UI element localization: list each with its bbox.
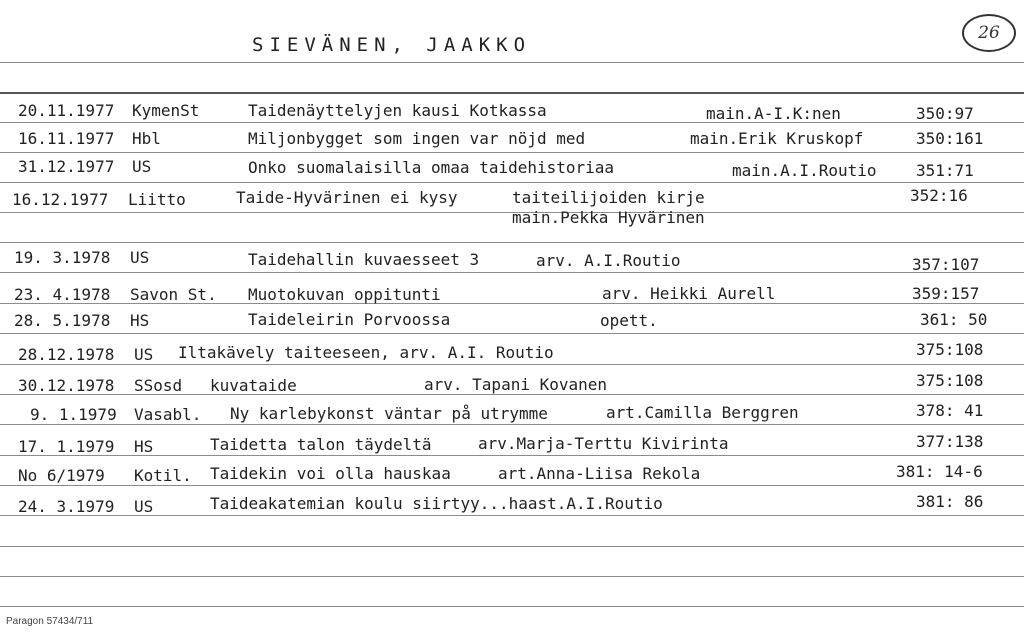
- rule-line: [0, 122, 1024, 123]
- rule-line: [0, 606, 1024, 607]
- rule-line: [0, 242, 1024, 243]
- entry-source: Hbl: [132, 129, 161, 148]
- entry-date: 28. 5.1978: [14, 311, 111, 330]
- rule-line: [0, 546, 1024, 547]
- entry-ref: 375:108: [916, 371, 984, 390]
- entry-date: 20.11.1977: [18, 101, 115, 120]
- entry-ref: 350:161: [916, 129, 984, 148]
- entry-title: Miljonbygget som ingen var nöjd med: [248, 129, 586, 148]
- rule-line: [0, 364, 1024, 365]
- entry-role: main.Erik Kruskopf: [690, 129, 864, 148]
- entry-ref: 361: 50: [920, 310, 988, 329]
- entry-source: Liitto: [128, 190, 186, 209]
- rule-line: [0, 272, 1024, 273]
- rule-line: [0, 333, 1024, 334]
- entry-ref: 352:16: [910, 186, 968, 205]
- rule-line: [0, 152, 1024, 153]
- entry-source: Savon St.: [130, 285, 217, 304]
- entry-title: Iltakävely taiteeseen, arv. A.I. Routio: [178, 343, 554, 362]
- rule-line: [0, 515, 1024, 516]
- entry-title: Taidetta talon täydeltä: [210, 435, 432, 454]
- entry-date: 30.12.1978: [18, 376, 115, 395]
- person-name: SIEVÄNEN, JAAKKO: [252, 34, 532, 56]
- entry-source: HS: [130, 311, 150, 330]
- entry-date: 16.11.1977: [18, 129, 115, 148]
- entry-role: arv.Marja-Terttu Kivirinta: [478, 434, 729, 453]
- entry-date: 23. 4.1978: [14, 285, 111, 304]
- entry-ref: 350:97: [916, 104, 974, 123]
- entry-title: Taidenäyttelyjen kausi Kotkassa: [248, 101, 547, 120]
- rule-line: [0, 62, 1024, 63]
- rule-line: [0, 424, 1024, 425]
- card-number-circle: 26: [962, 14, 1016, 52]
- entry-role: art.Anna-Liisa Rekola: [498, 464, 701, 483]
- entry-source: Vasabl.: [134, 405, 202, 424]
- entry-ref: 378: 41: [916, 401, 984, 420]
- entry-source: HS: [134, 437, 154, 456]
- entry-role: opett.: [600, 311, 658, 330]
- entry-source: KymenSt: [132, 101, 200, 120]
- entry-date: 28.12.1978: [18, 345, 115, 364]
- entry-ref: 359:157: [912, 284, 980, 303]
- entry-ref: 351:71: [916, 161, 974, 180]
- entry-source: Kotil.: [134, 466, 192, 485]
- entry-role: main.A.I.Routio: [732, 161, 877, 180]
- entry-role: arv. Heikki Aurell: [602, 284, 776, 303]
- rule-line: [0, 485, 1024, 486]
- entry-ref: 377:138: [916, 432, 984, 451]
- printer-mark: Paragon 57434/711: [6, 616, 94, 627]
- entry-source: US: [134, 497, 154, 516]
- entry-role: main.A-I.K:nen: [706, 104, 841, 123]
- entry-source: SSosd: [134, 376, 183, 395]
- entry-date: No 6/1979: [18, 466, 105, 485]
- entry-title: Muotokuvan oppitunti: [248, 285, 441, 304]
- entry-date: 16.12.1977: [12, 190, 109, 209]
- entry-title: Taidekin voi olla hauskaa: [210, 464, 451, 483]
- entry-role: taiteilijoiden kirje: [512, 188, 705, 207]
- entry-role: arv. Tapani Kovanen: [424, 375, 608, 394]
- entry-source: US: [134, 345, 154, 364]
- header-rule: [0, 92, 1024, 94]
- entry-date: 24. 3.1979: [18, 497, 115, 516]
- entry-title: kuvataide: [210, 376, 297, 395]
- entry-ref: 375:108: [916, 340, 984, 359]
- entry-ref: 381: 14-6: [896, 462, 983, 481]
- entry-title: Taideleirin Porvoossa: [248, 310, 451, 329]
- entry-title: Onko suomalaisilla omaa taidehistoriaa: [248, 158, 615, 177]
- rule-line: [0, 182, 1024, 183]
- rule-line: [0, 576, 1024, 577]
- entry-role: art.Camilla Berggren: [606, 403, 799, 422]
- entry-role-line2: main.Pekka Hyvärinen: [512, 208, 705, 227]
- entry-title: Taidehallin kuvaesseet 3: [248, 250, 480, 269]
- entry-title: Taide-Hyvärinen ei kysy: [236, 188, 458, 207]
- entry-role: arv. A.I.Routio: [536, 251, 681, 270]
- entry-title: Taideakatemian koulu siirtyy...haast.A.I.Routio: [210, 494, 663, 513]
- entry-date: 19. 3.1978: [14, 248, 111, 267]
- entry-ref: 357:107: [912, 255, 980, 274]
- entry-ref: 381: 86: [916, 492, 984, 511]
- entry-date: 31.12.1977: [18, 157, 115, 176]
- rule-line: [0, 455, 1024, 456]
- entry-date: 9. 1.1979: [30, 405, 117, 424]
- entry-source: US: [132, 157, 152, 176]
- entry-source: US: [130, 248, 150, 267]
- entry-date: 17. 1.1979: [18, 437, 115, 456]
- entry-title: Ny karlebykonst väntar på utrymme: [230, 404, 548, 423]
